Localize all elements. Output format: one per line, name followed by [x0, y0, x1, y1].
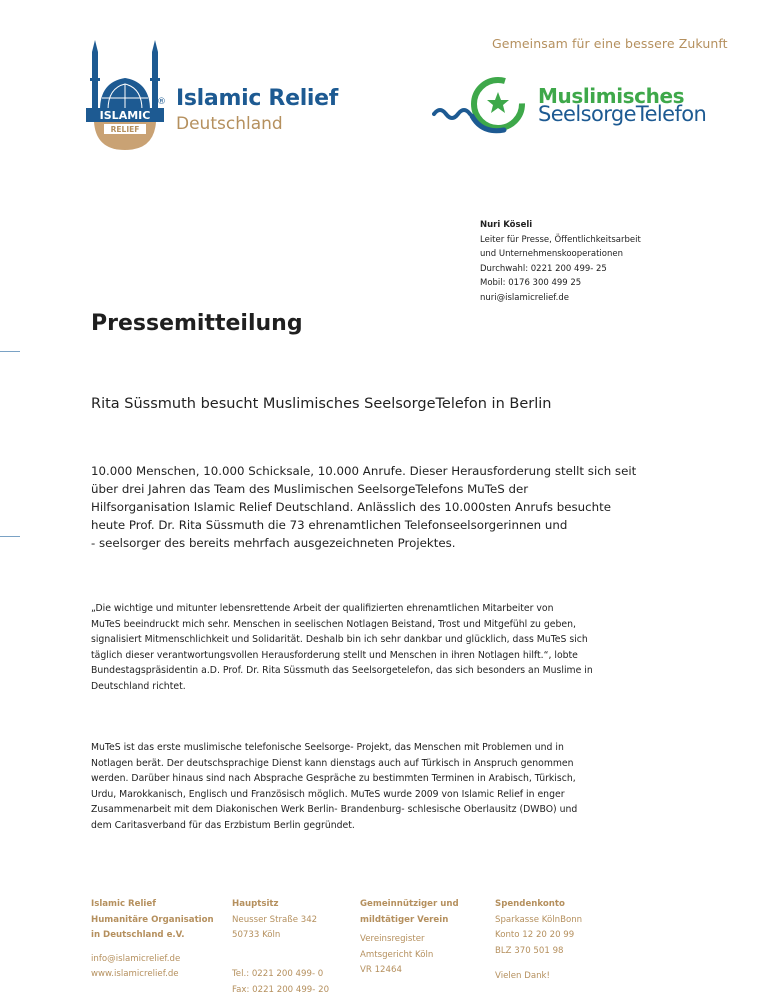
- contact-role-line1: Leiter für Presse, Öffentlichkeitsarbeit: [480, 234, 641, 245]
- footer-hq-heading: Hauptsitz: [232, 899, 279, 909]
- islamic-relief-logo: [86, 38, 164, 152]
- islamic-relief-name: Islamic Relief: [176, 86, 339, 111]
- footer-org-desc1: Humanitäre Organisation: [91, 914, 214, 925]
- quote-line: Deutschland richtet.: [91, 680, 186, 692]
- footer-assoc-heading2: mildtätiger Verein: [360, 914, 449, 925]
- lead-line: 10.000 Menschen, 10.000 Schicksale, 10.000 Anrufe. Dieser Herausforderung stellt sich seit: [91, 464, 637, 478]
- body-line: Notlagen berät. Der deutschsprachige Dienst kann dienstags auch auf Türkisch in Anspruch genommen: [91, 757, 574, 769]
- footer-association: [360, 897, 459, 979]
- contact-phone: Durchwahl: 0221 200 499- 25: [480, 263, 607, 274]
- footer-org-desc2: in Deutschland e.V.: [91, 930, 185, 941]
- registered-mark: ®: [157, 97, 166, 107]
- footer-email[interactable]: info@islamicrelief.de: [91, 953, 181, 964]
- quote-line: täglich dieser verantwortungsvollen Herausforderung stellt und Menschen in ihren Notlagen hilft.“, lobte: [91, 649, 578, 661]
- contact-email[interactable]: nuri@islamicrelief.de: [480, 292, 569, 303]
- document-subtitle: Rita Süssmuth besucht Muslimisches SeelsorgeTelefon in Berlin: [91, 396, 552, 412]
- islamic-relief-country: Deutschland: [176, 114, 283, 134]
- footer-register: Vereinsregister: [360, 934, 425, 945]
- quote-line: signalisiert Mitmenschlichkeit und Solidarität. Deshalb bin ich sehr dankbar und glücklich, dass MuTeS sich: [91, 634, 588, 645]
- body-line: werden. Darüber hinaus sind nach Absprache Gespräche zu bestimmten Terminen in Arabisch, Türkisch,: [91, 773, 576, 784]
- footer-court: Amtsgericht Köln: [360, 949, 434, 960]
- quote-line: „Die wichtige und mitunter lebensrettende Arbeit der qualifizierten ehrenamtlichen Mitarbeiter von: [91, 603, 554, 614]
- quote-line: Bundestagspräsidentin a.D. Prof. Dr. Rita Süssmuth das Seelsorgetelefon, das sich besonders an Muslime in: [91, 665, 593, 676]
- body-line: Zusammenarbeit mit dem Diakonischen Werk Berlin- Brandenburg- schlesische Oberlausitz (DWBO) und: [91, 804, 578, 815]
- footer-phone: Tel.: 0221 200 499- 0: [232, 969, 324, 980]
- footer-assoc-heading1: Gemeinnütziger und: [360, 899, 459, 909]
- footer-bank: Sparkasse KölnBonn: [495, 914, 583, 925]
- lead-line: - seelsorger des bereits mehrfach ausgezeichneten Projektes.: [91, 536, 456, 550]
- footer-thanks: Vielen Dank!: [495, 971, 550, 982]
- contact-role-line2: und Unternehmenskooperationen: [480, 249, 623, 260]
- footer-organization: [91, 897, 214, 983]
- body-line: dem Caritasverband für das Erzbistum Berlin gegründet.: [91, 819, 355, 831]
- contact-mobile: Mobil: 0176 300 499 25: [480, 278, 582, 289]
- body-paragraph: [91, 740, 691, 833]
- mutes-name-line2: SeelsorgeTelefon: [538, 102, 707, 126]
- footer-fax: Fax: 0221 200 499- 20: [232, 984, 330, 995]
- footer-blz: BLZ 370 501 98: [495, 945, 564, 956]
- lead-paragraph: [91, 462, 681, 552]
- contact-block: [480, 218, 641, 306]
- fold-mark-bottom: [0, 536, 20, 537]
- fold-mark-top: [0, 351, 20, 352]
- lead-line: heute Prof. Dr. Rita Süssmuth die 73 ehrenamtlichen Telefonseelsorgerinnen und: [91, 518, 568, 532]
- body-line: Urdu, Marokkanisch, Englisch und Französisch möglich. MuTeS wurde 2009 von Islamic Relief in enger: [91, 788, 565, 800]
- footer-donations: [495, 897, 582, 985]
- footer-hq-street: Neusser Straße 342: [232, 914, 318, 925]
- document-title: Pressemitteilung: [91, 311, 303, 336]
- footer-donation-heading: Spendenkonto: [495, 899, 565, 909]
- footer-account: Konto 12 20 20 99: [495, 930, 575, 941]
- footer-hq-city: 50733 Köln: [232, 930, 281, 941]
- footer-vr-number: VR 12464: [360, 965, 402, 976]
- contact-name: Nuri Köseli: [480, 220, 533, 230]
- ir-logo-word-bottom: RELIEF: [110, 125, 140, 134]
- lead-line: Hilfsorganisation Islamic Relief Deutschland. Anlässlich des 10.000sten Anrufs besuchte: [91, 500, 612, 514]
- mutes-name-line1: Muslimisches: [538, 84, 685, 108]
- footer-website[interactable]: www.islamicrelief.de: [91, 969, 179, 980]
- ir-logo-word-top: ISLAMIC: [99, 109, 151, 122]
- body-line: MuTeS ist das erste muslimische telefonische Seelsorge- Projekt, das Menschen mit Problemen und in: [91, 742, 564, 753]
- footer-headquarters: [232, 897, 329, 999]
- header-tagline: Gemeinsam für eine bessere Zukunft: [492, 36, 728, 51]
- quote-line: MuTeS beeindruckt mich sehr. Menschen in seelischen Notlagen Beistand, Trost und Mitgefühl zu geben,: [91, 618, 576, 630]
- footer-org-name: Islamic Relief: [91, 899, 156, 909]
- lead-line: über drei Jahren das Team des Muslimischen SeelsorgeTelefons MuTeS der: [91, 482, 529, 496]
- quote-paragraph: [91, 601, 691, 694]
- mutes-logo: [432, 74, 542, 140]
